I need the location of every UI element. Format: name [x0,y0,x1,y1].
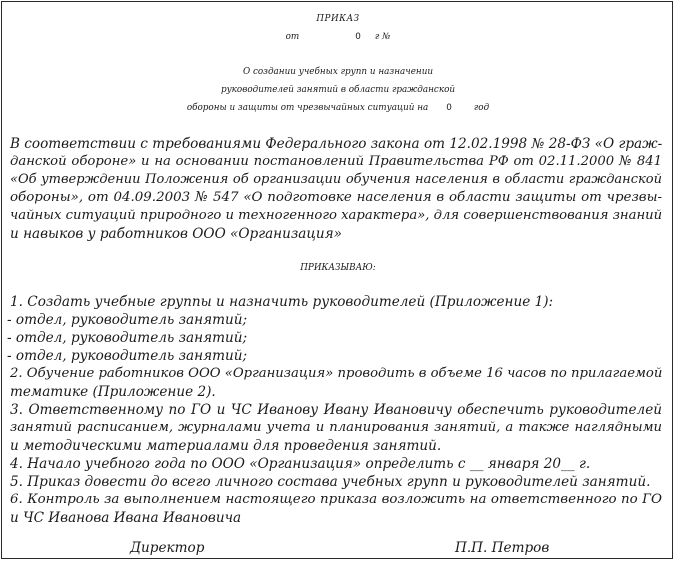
item-1-sub: - отдел, руководитель занятий; [7,330,248,346]
date-number-line [0,28,676,46]
item-1-sub: - отдел, руководитель занятий; [7,312,248,328]
signature-name: П.П. Петров [455,540,550,556]
preamble-line: данской обороне» и на основании постановлений Правительства РФ от 02.11.2000 № 841 [10,154,662,169]
subject-line-2: руководителей занятий в области гражданской [220,85,456,95]
item-3-line: и методическими материалами для проведения занятий. [10,438,442,454]
order-word: ПРИКАЗЫВАЮ: [300,263,376,273]
item-5: 5. Приказ довести до всего личного состава учебных групп и руководителей занятий. [10,474,651,490]
date-prefix: от [285,32,300,42]
preamble-line: обороны», от 04.09.2003 № 547 «О подготовке населения в области защиты от чрезвы- [10,190,662,205]
year-value: 0 [446,103,452,113]
item-6-line: и ЧС Иванова Ивана Ивановича [10,510,242,526]
item-2-line: тематике (Приложение 2). [10,384,216,400]
preamble-line: чайных ситуаций природного и техногенного характера», для совершенствования знаний [10,208,663,223]
item-3-line: 3. Ответственному по ГО и ЧС Иванову Ивану Ивановичу обеспечить руководителей [10,402,662,418]
item-1-sub: - отдел, руководитель занятий; [7,348,248,364]
subject-line-1: О создании учебных групп и назначении [242,67,434,77]
preamble-line: и навыков у работников ООО «Организация» [10,226,342,242]
signature-position: Директор [130,540,205,556]
date-value: 0 [355,32,361,42]
preamble-line: «Об утверждении Положения об организации обучения населения в области гражданской [10,172,662,187]
item-4: 4. Начало учебного года по ООО «Организация» определить с __ января 20__ г. [10,456,591,472]
item-3-line: занятий расписанием, журналами учета и планирования занятий, а также наглядными [10,420,662,435]
subject-line-3-suffix: год [473,103,490,113]
preamble-line: В соответствии с требованиями Федерального закона от 12.02.1998 № 28-ФЗ «О граж- [10,136,663,152]
item-2-line: 2. Обучение работников ООО «Организация» проводить в объеме 16 часов по прилагаемой [10,366,663,381]
subject-line-3 [0,99,676,117]
item-1: 1. Создать учебные группы и назначить руководителей (Приложение 1): [10,294,554,310]
subject-line-3-prefix: обороны и защиты от чрезвычайных ситуаций на [186,103,429,113]
item-6-line: 6. Контроль за выполнением настоящего приказа возложить на ответственного по ГО [10,492,662,507]
number-label: г № [374,32,391,42]
document-title: ПРИКАЗ [316,14,360,24]
